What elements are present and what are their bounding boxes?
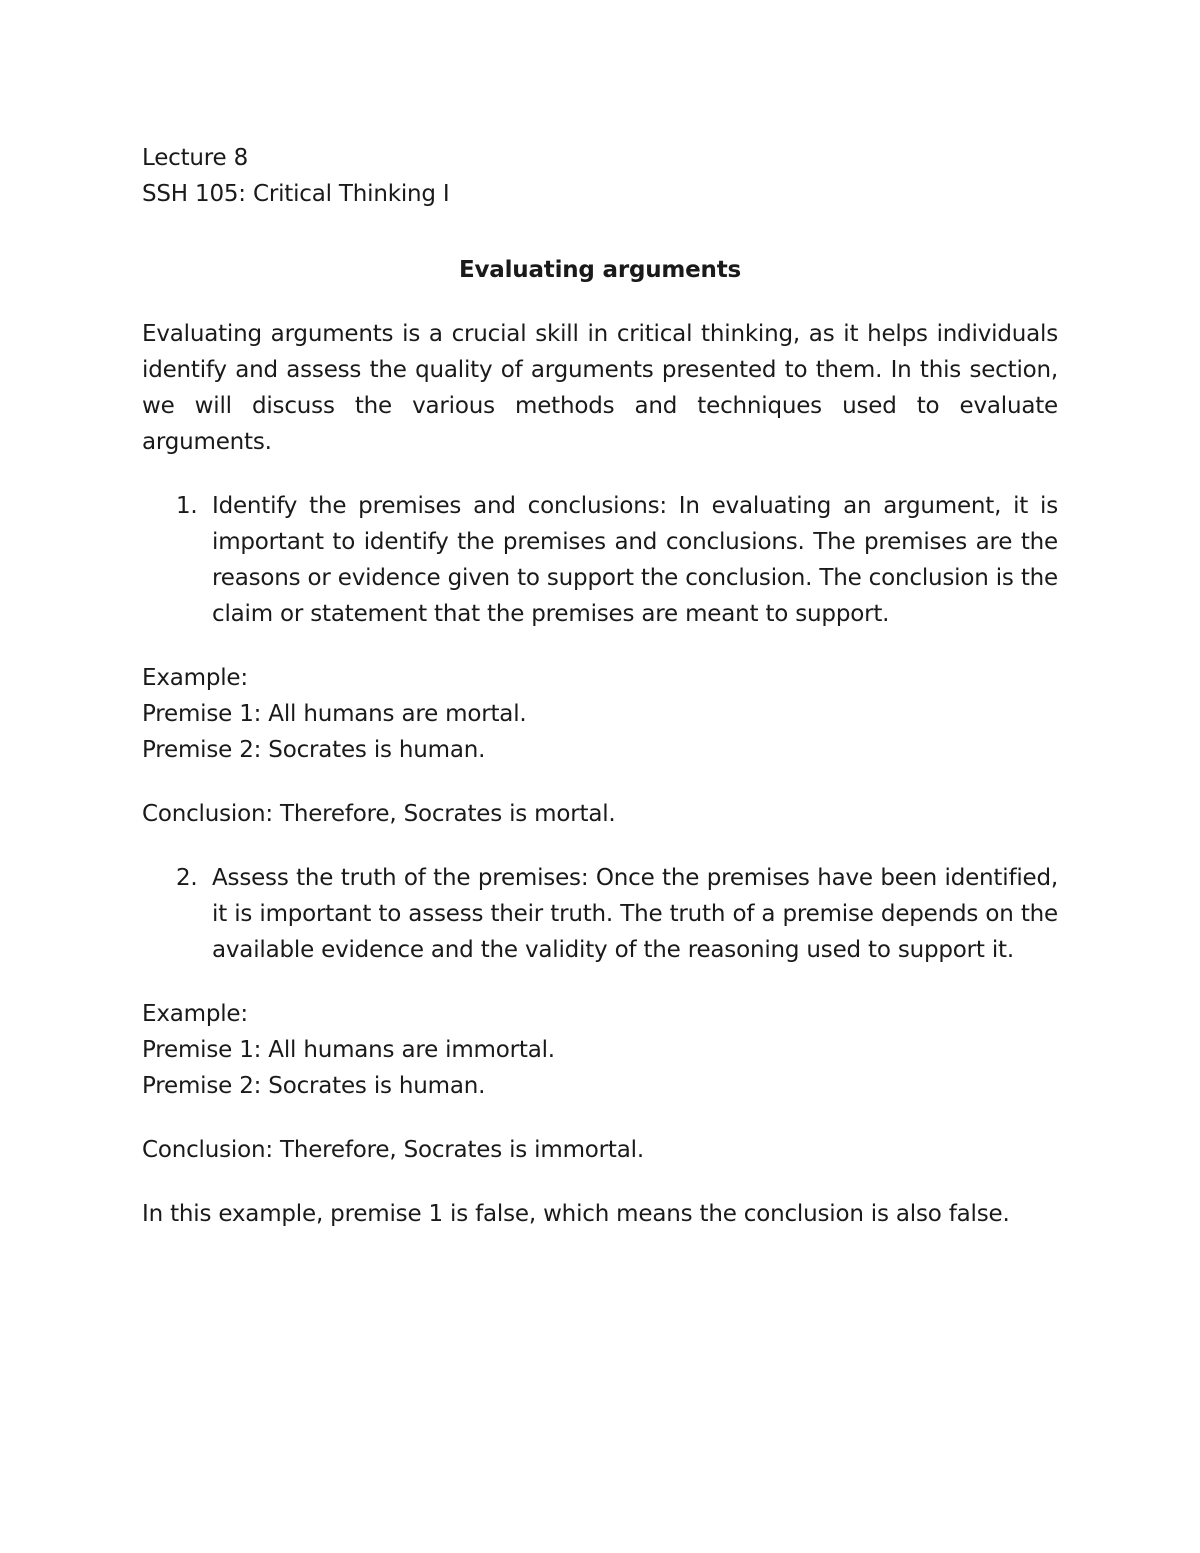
example-conclusion-1: Conclusion: Therefore, Socrates is mortal. xyxy=(142,801,616,827)
example-block-1 xyxy=(142,660,1058,768)
lecture-number: Lecture 8 xyxy=(142,145,249,171)
document-page xyxy=(142,140,1058,1232)
example-premise-2: Premise 2: Socrates is human. xyxy=(142,737,486,763)
closing-paragraph: In this example, premise 1 is false, which means the conclusion is also false. xyxy=(142,1201,1010,1227)
list-item-text: Assess the truth of the premises: Once the premises have been identified, it is important to assess their truth. The truth of a premise depends on the available evidence and the validity of the reasoning used to support it. xyxy=(212,865,1058,963)
numbered-list-item-1 xyxy=(142,488,1058,632)
numbered-list-item-2 xyxy=(142,860,1058,968)
list-item-text: Identify the premises and conclusions: In evaluating an argument, it is important to identify the premises and conclusions. The premises are the reasons or evidence given to support the conclusion. The conclusion is the claim or statement that the premises are meant to support. xyxy=(212,493,1058,627)
example-conclusion-2: Conclusion: Therefore, Socrates is immortal. xyxy=(142,1137,644,1163)
example-block-2 xyxy=(142,996,1058,1104)
example-premise-2: Premise 2: Socrates is human. xyxy=(142,1073,486,1099)
list-item xyxy=(142,860,1058,968)
list-number: 1. xyxy=(176,493,198,519)
list-number: 2. xyxy=(176,865,198,891)
example-label: Example: xyxy=(142,665,248,691)
example-premise-1: Premise 1: All humans are immortal. xyxy=(142,1037,555,1063)
example-label: Example: xyxy=(142,1001,248,1027)
example-premise-1: Premise 1: All humans are mortal. xyxy=(142,701,527,727)
list-item xyxy=(142,488,1058,632)
course-title: SSH 105: Critical Thinking I xyxy=(142,181,450,207)
page-title: Evaluating arguments xyxy=(458,257,742,283)
intro-paragraph: Evaluating arguments is a crucial skill in critical thinking, as it helps individuals identify and assess the quality of arguments presented to them. In this section, we will discuss the various methods and techniques used to evaluate arguments. xyxy=(142,321,1058,455)
